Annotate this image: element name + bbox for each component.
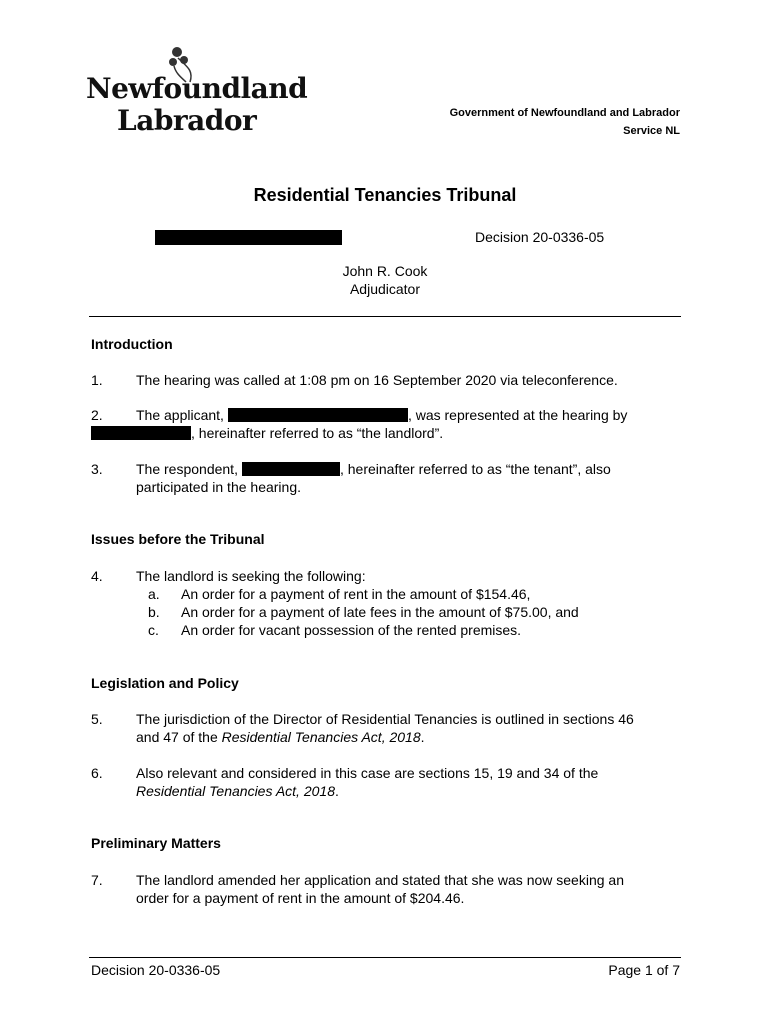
government-header bbox=[450, 104, 680, 140]
section-heading-legislation: Legislation and Policy bbox=[91, 675, 239, 691]
paragraph-number: 4. bbox=[91, 568, 103, 584]
paragraph-text: order for a payment of rent in the amount of $204.46. bbox=[136, 890, 465, 906]
section-heading-introduction: Introduction bbox=[91, 336, 173, 352]
newfoundland-labrador-logo bbox=[86, 44, 308, 144]
act-title: Residential Tenancies Act, 2018 bbox=[136, 783, 335, 799]
act-title: Residential Tenancies Act, 2018 bbox=[221, 729, 421, 745]
section-heading-preliminary: Preliminary Matters bbox=[91, 835, 221, 851]
document-title: Residential Tenancies Tribunal bbox=[253, 185, 517, 205]
paragraph-text: The landlord amended her application and stated that she was now seeking an bbox=[136, 872, 624, 888]
footer-divider bbox=[89, 957, 681, 958]
paragraph-number: 5. bbox=[91, 711, 103, 727]
punctuation: . bbox=[420, 729, 425, 745]
punctuation: . bbox=[334, 783, 339, 799]
page-indicator: Page 1 of 7 bbox=[608, 962, 680, 978]
paragraph-number: 6. bbox=[91, 765, 103, 781]
service-name: Service NL bbox=[623, 125, 680, 137]
header-divider bbox=[89, 316, 681, 317]
paragraph-text: , hereinafter referred to as “the tenant”, also bbox=[339, 461, 611, 477]
list-item-text: An order for vacant possession of the rented premises. bbox=[181, 622, 522, 638]
list-item-letter: c. bbox=[148, 622, 159, 638]
paragraph-text: The landlord is seeking the following: bbox=[136, 568, 366, 584]
paragraph-number: 2. bbox=[91, 407, 103, 423]
logo-text-labrador: Labrador bbox=[117, 104, 257, 137]
logo-text-newfoundland: Newfoundland bbox=[86, 72, 308, 105]
paragraph-text: The jurisdiction of the Director of Residential Tenancies is outlined in sections 46 bbox=[136, 711, 634, 727]
paragraph-number: 3. bbox=[91, 461, 103, 477]
redaction-bar bbox=[228, 408, 408, 422]
paragraph-text: and 47 of the bbox=[136, 729, 218, 745]
paragraph-text: The respondent, bbox=[136, 461, 238, 477]
paragraph-text: participated in the hearing. bbox=[136, 479, 301, 495]
paragraph-text: , hereinafter referred to as “the landlord”. bbox=[191, 425, 444, 441]
redaction-bar bbox=[155, 230, 342, 245]
redaction-bar bbox=[91, 426, 191, 440]
paragraph-number: 7. bbox=[91, 872, 103, 888]
list-item-letter: b. bbox=[148, 604, 160, 620]
list-item-text: An order for a payment of late fees in the amount of $75.00, and bbox=[181, 604, 579, 620]
adjudicator-block bbox=[0, 262, 770, 298]
adjudicator-name: John R. Cook bbox=[342, 263, 428, 279]
list-item-letter: a. bbox=[148, 586, 160, 602]
decision-number: Decision 20-0336-05 bbox=[475, 229, 605, 245]
paragraph-text: , was represented at the hearing by bbox=[407, 407, 628, 423]
government-name: Government of Newfoundland and Labrador bbox=[449, 107, 680, 119]
paragraph-text: The applicant, bbox=[136, 407, 224, 423]
paragraph-text: Also relevant and considered in this case are sections 15, 19 and 34 of the bbox=[136, 765, 599, 781]
redaction-bar bbox=[242, 462, 340, 476]
paragraph-number: 1. bbox=[91, 372, 103, 388]
list-item-text: An order for a payment of rent in the amount of $154.46, bbox=[181, 586, 531, 602]
section-heading-issues: Issues before the Tribunal bbox=[91, 531, 265, 547]
paragraph-text: The hearing was called at 1:08 pm on 16 September 2020 via teleconference. bbox=[136, 372, 618, 388]
footer-decision-number: Decision 20-0336-05 bbox=[91, 962, 221, 978]
adjudicator-role: Adjudicator bbox=[349, 281, 421, 297]
